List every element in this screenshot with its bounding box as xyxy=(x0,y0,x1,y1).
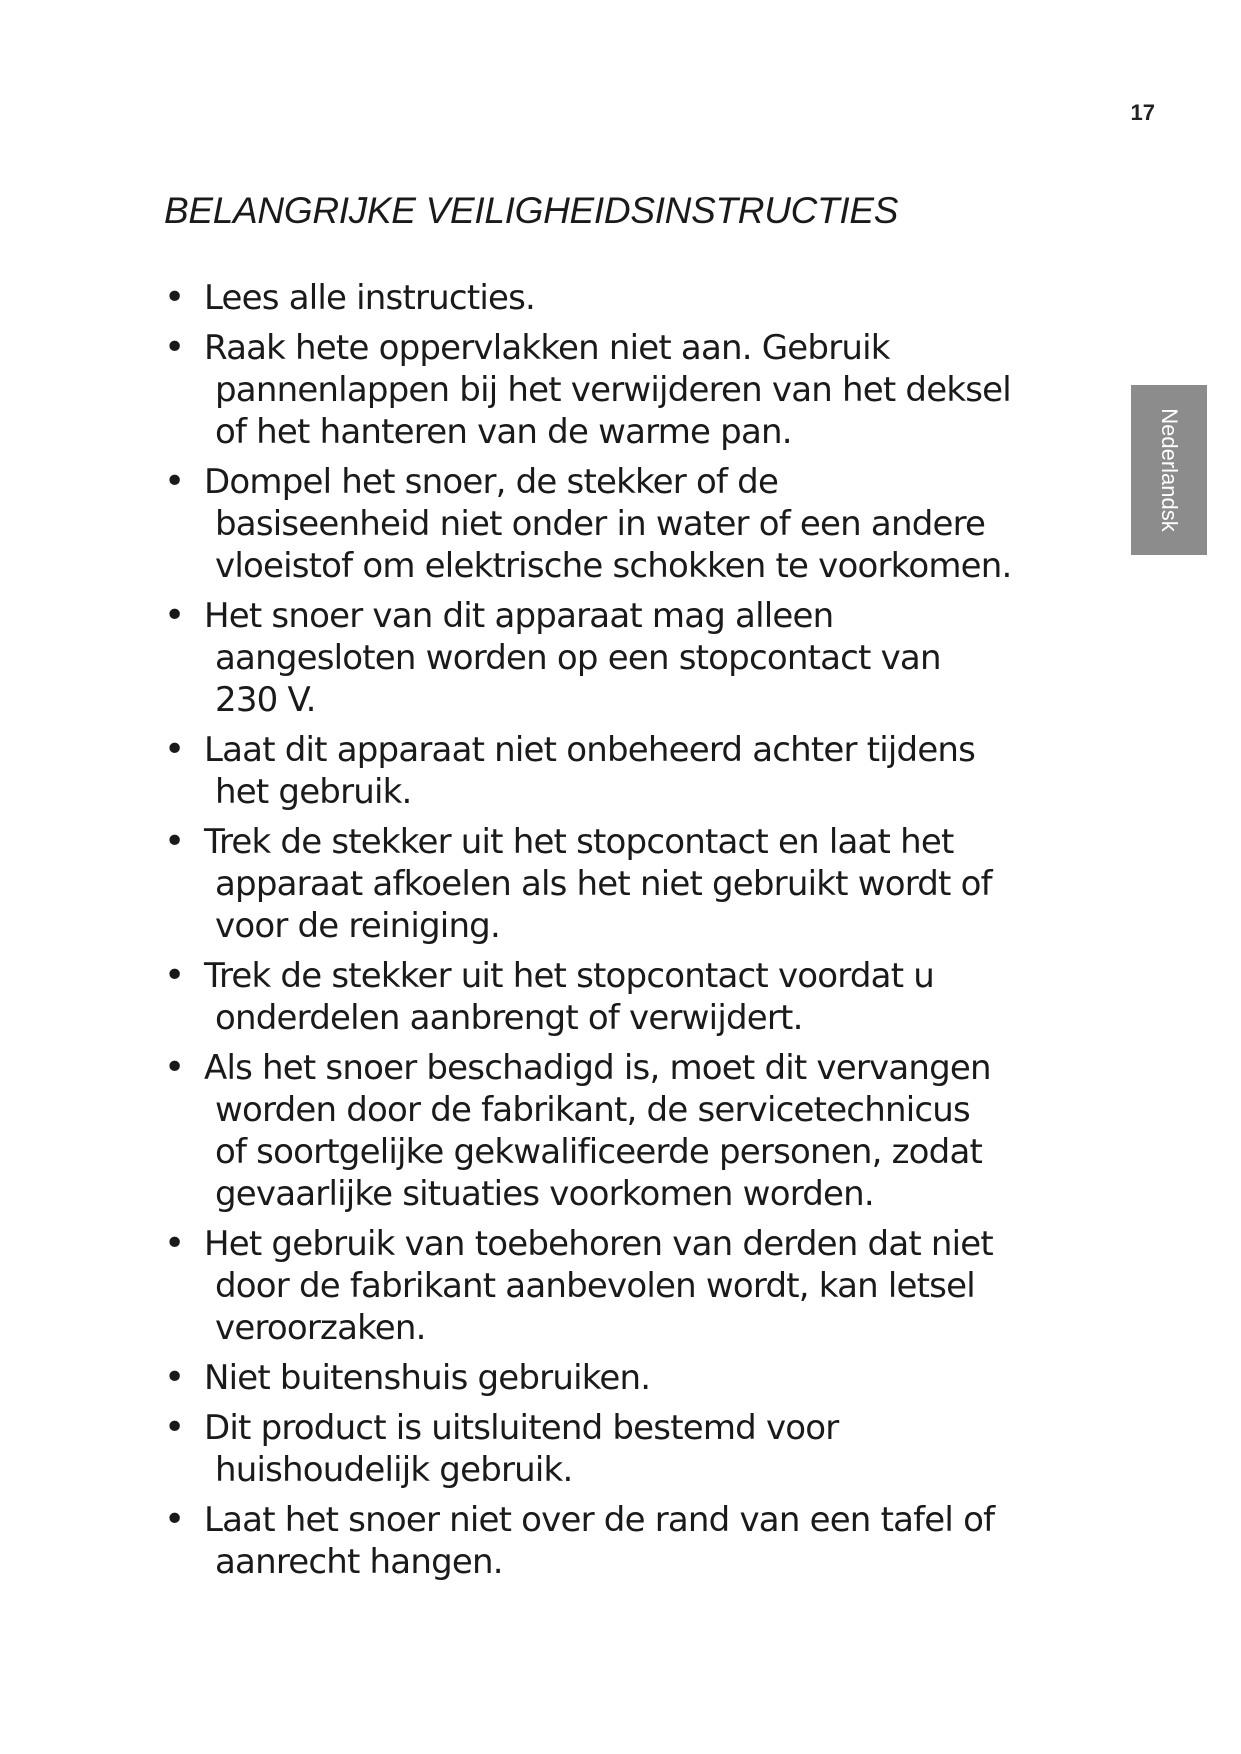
page-number: 17 xyxy=(1130,100,1155,125)
list-item-line: voor de reiniging. xyxy=(215,906,500,946)
list-item-line: pannenlappen bij het verwijderen van het deksel xyxy=(215,370,1011,410)
list-item xyxy=(160,461,1080,587)
list-item-line: of het hanteren van de warme pan. xyxy=(215,412,792,452)
language-tab xyxy=(1131,385,1207,555)
list-item-line: Trek de stekker uit het stopcontact voordat u xyxy=(204,956,934,996)
bullet-icon: • xyxy=(164,1223,186,1264)
safety-instructions-list xyxy=(160,277,1080,1591)
list-item-line: veroorzaken. xyxy=(215,1308,426,1348)
list-item xyxy=(160,1407,1080,1491)
list-item xyxy=(160,955,1080,1039)
list-item-line: door de fabrikant aanbevolen wordt, kan letsel xyxy=(215,1266,975,1306)
list-item-line: worden door de fabrikant, de servicetechnicus xyxy=(215,1090,970,1130)
list-item xyxy=(160,1499,1080,1583)
list-item-line: Dit product is uitsluitend bestemd voor xyxy=(204,1408,839,1448)
list-item xyxy=(160,1357,1080,1399)
bullet-icon: • xyxy=(164,1499,186,1540)
list-item xyxy=(160,729,1080,813)
list-item-line: vloeistof om elektrische schokken te voorkomen. xyxy=(215,546,1012,586)
bullet-icon: • xyxy=(164,461,186,502)
list-item-line: Trek de stekker uit het stopcontact en laat het xyxy=(204,822,954,862)
bullet-icon: • xyxy=(164,821,186,862)
list-item-line: onderdelen aanbrengt of verwijdert. xyxy=(215,998,803,1038)
list-item xyxy=(160,1047,1080,1215)
list-item-line: basiseenheid niet onder in water of een andere xyxy=(215,504,986,544)
list-item-line: aangesloten worden op een stopcontact van xyxy=(215,638,941,678)
language-tab-label: Nederlandsk xyxy=(1157,408,1182,532)
bullet-icon: • xyxy=(164,595,186,636)
list-item-line: Laat dit apparaat niet onbeheerd achter tijdens xyxy=(204,730,976,770)
list-item xyxy=(160,821,1080,947)
bullet-icon: • xyxy=(164,1407,186,1448)
list-item xyxy=(160,277,1080,319)
list-item-line: aanrecht hangen. xyxy=(215,1542,503,1582)
list-item xyxy=(160,1223,1080,1349)
list-item-line: 230 V. xyxy=(215,680,316,720)
bullet-icon: • xyxy=(164,277,186,318)
list-item-line: Raak hete oppervlakken niet aan. Gebruik xyxy=(204,328,890,368)
bullet-icon: • xyxy=(164,1047,186,1088)
list-item-line: het gebruik. xyxy=(215,772,412,812)
list-item-line: Het snoer van dit apparaat mag alleen xyxy=(204,596,834,636)
bullet-icon: • xyxy=(164,1357,186,1398)
list-item-line: Laat het snoer niet over de rand van een tafel of xyxy=(204,1500,995,1540)
list-item-line: gevaarlijke situaties voorkomen worden. xyxy=(215,1174,874,1214)
bullet-icon: • xyxy=(164,327,186,368)
section-title: BELANGRIJKE VEILIGHEIDSINSTRUCTIES xyxy=(164,190,899,231)
list-item xyxy=(160,327,1080,453)
list-item-line: apparaat afkoelen als het niet gebruikt wordt of xyxy=(215,864,992,904)
bullet-icon: • xyxy=(164,955,186,996)
list-item-line: Dompel het snoer, de stekker of de xyxy=(204,462,779,502)
list-item-line: Het gebruik van toebehoren van derden dat niet xyxy=(204,1224,993,1264)
list-item-line: Niet buitenshuis gebruiken. xyxy=(204,1358,651,1398)
list-item-line: of soortgelijke gekwalificeerde personen, zodat xyxy=(215,1132,983,1172)
bullet-icon: • xyxy=(164,729,186,770)
list-item-line: huishoudelijk gebruik. xyxy=(215,1450,573,1490)
list-item-line: Lees alle instructies. xyxy=(204,278,536,318)
list-item xyxy=(160,595,1080,721)
list-item-line: Als het snoer beschadigd is, moet dit vervangen xyxy=(204,1048,991,1088)
